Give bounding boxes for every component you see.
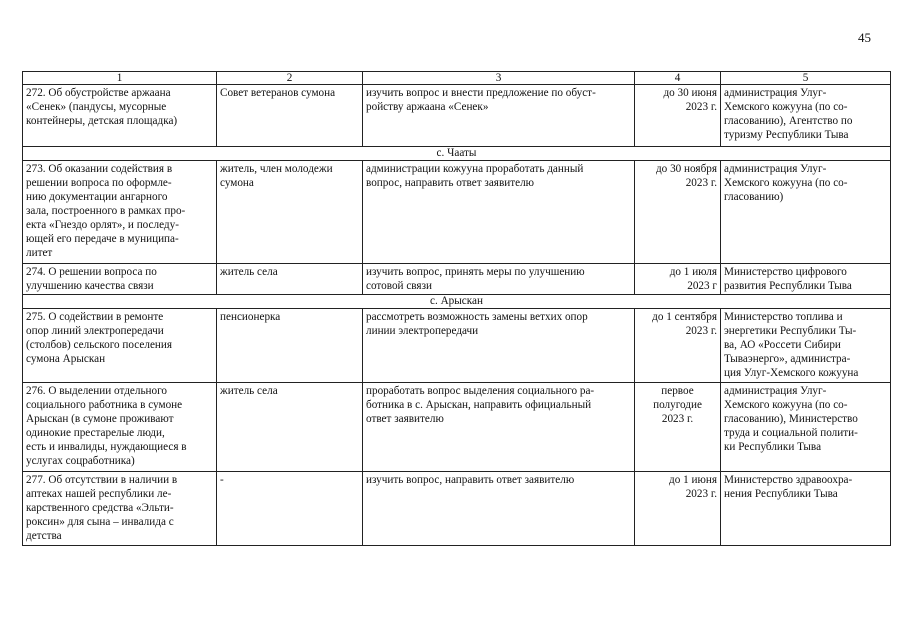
location-label: с. Арыскан [23,295,891,309]
deadline-cell: до 1 июня 2023 г. [635,472,721,546]
deadline-cell: до 30 июня 2023 г. [635,85,721,147]
header-row [23,72,891,85]
responsible-cell: администрация Улуг- Хемского кожууна (по со- гласованию), Министерство труда и социальной полити- ки Республики Тыва [721,383,891,472]
table-row [23,383,891,472]
issue-cell: 274. О решении вопроса по улучшению качества связи [23,264,217,295]
table-row [23,264,891,295]
header-col-1: 1 [23,72,217,85]
responsible-cell: Министерство топлива и энергетики Республики Ты- ва, АО «Россети Сибири Тываэнерго», администра- ция Улуг-Хемского кожууна [721,309,891,383]
responsible-cell: Министерство цифрового развития Республики Тыва [721,264,891,295]
action-cell: администрации кожууна проработать данный вопрос, направить ответ заявителю [363,161,635,264]
plan-table [22,71,891,546]
header-col-5: 5 [721,72,891,85]
location-row [23,295,891,309]
action-cell: изучить вопрос, принять меры по улучшению сотовой связи [363,264,635,295]
issue-cell: 275. О содействии в ремонте опор линий электропередачи (столбов) сельского поселения сумона Арыскан [23,309,217,383]
table-row [23,472,891,546]
table-row [23,161,891,264]
responsible-cell: администрация Улуг- Хемского кожууна (по со- гласованию), Агентство по туризму Республики Тыва [721,85,891,147]
initiator-cell: - [217,472,363,546]
responsible-cell: Министерство здравоохра- нения Республики Тыва [721,472,891,546]
header-col-4: 4 [635,72,721,85]
deadline-cell: до 1 сентября 2023 г. [635,309,721,383]
deadline-cell: до 30 ноября 2023 г. [635,161,721,264]
deadline-cell: первое полугодие 2023 г. [635,383,721,472]
issue-cell: 273. Об оказании содействия в решении вопроса по оформле- нию документации ангарного зала, построенного в рамках про- екта «Гнездо орлят», и последу- ющей его передаче в муниципа- литет [23,161,217,264]
table-row [23,309,891,383]
page-number: 45 [858,30,871,45]
issue-cell: 276. О выделении отдельного социального работника в сумоне Арыскан (в сумоне проживают одинокие престарелые люди, есть и инвалиды, нуждающиеся в услугах соцработника) [23,383,217,472]
responsible-cell: администрация Улуг- Хемского кожууна (по со- гласованию) [721,161,891,264]
initiator-cell: житель села [217,264,363,295]
table-row [23,85,891,147]
issue-cell: 272. Об обустройстве аржаана «Сенек» (пандусы, мусорные контейнеры, детская площадка) [23,85,217,147]
action-cell: изучить вопрос, направить ответ заявителю [363,472,635,546]
initiator-cell: пенсионерка [217,309,363,383]
header-col-2: 2 [217,72,363,85]
initiator-cell: житель, член молодежи сумона [217,161,363,264]
location-label: с. Чааты [23,147,891,161]
action-cell: изучить вопрос и внести предложение по обуст- ройству аржаана «Сенек» [363,85,635,147]
action-cell: проработать вопрос выделения социального ра- ботника в с. Арыскан, направить официальный ответ заявителю [363,383,635,472]
header-col-3: 3 [363,72,635,85]
location-row [23,147,891,161]
deadline-cell: до 1 июля 2023 г [635,264,721,295]
issue-cell: 277. Об отсутствии в наличии в аптеках нашей республики ле- карственного средства «Эльти- роксин» для сына – инвалида с детства [23,472,217,546]
action-cell: рассмотреть возможность замены ветхих опор линии электропередачи [363,309,635,383]
initiator-cell: Совет ветеранов сумона [217,85,363,147]
initiator-cell: житель села [217,383,363,472]
